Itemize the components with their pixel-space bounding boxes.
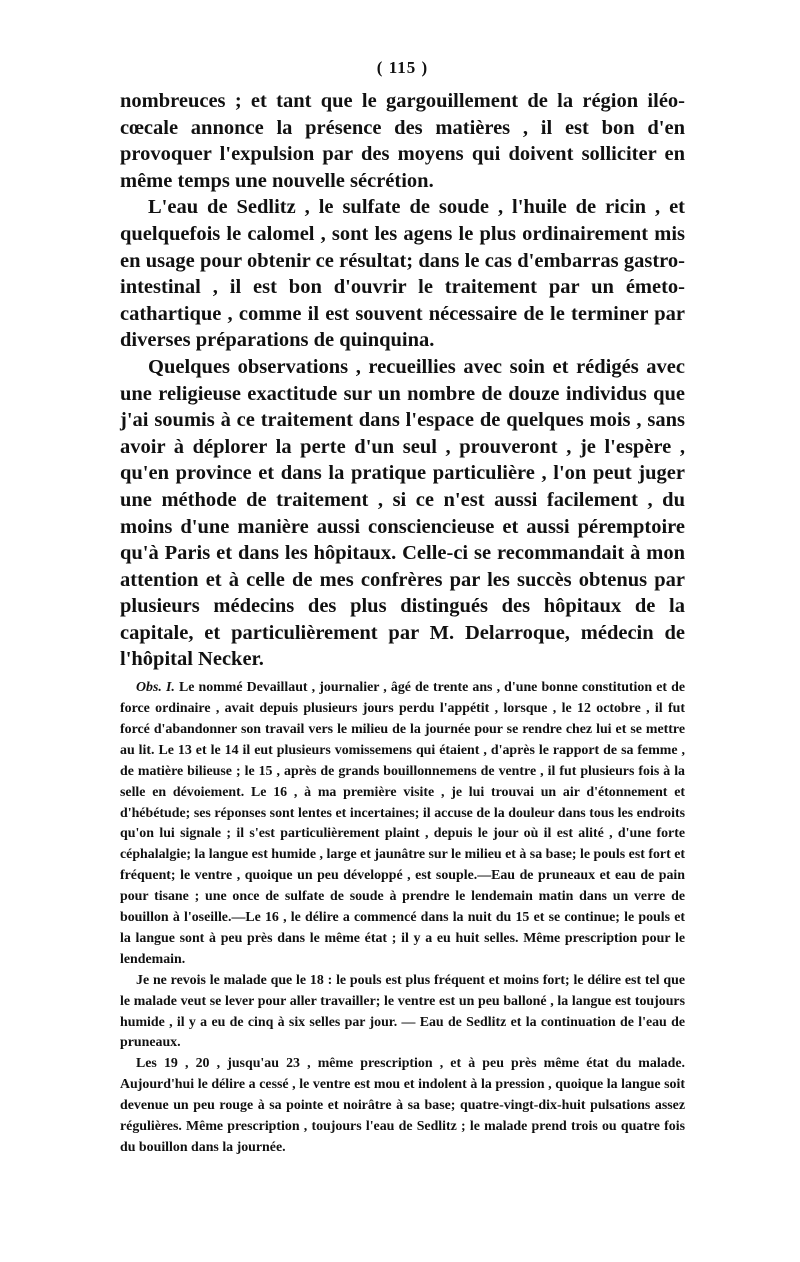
main-text: [120, 88, 685, 673]
page-number: ( 115 ): [376, 58, 429, 77]
observation-label: Obs. I.: [136, 680, 175, 696]
observation-section: [120, 678, 685, 1159]
observation-paragraph-3: Les 19 , 20 , jusqu'au 23 , même prescription , et à peu près même état du malade. Aujourd'hui le délire a cessé , le ventre est mou et indolent à la pression , quoique la langue soit devenue un peu rouge à sa pointe et noirâtre à sa base; quatre-vingt-dix-huit pulsations assez régulières. Même prescription , toujours l'eau de Sedlitz ; le malade prend trois ou quatre fois du bouillon dans la journée.: [120, 1056, 685, 1155]
paragraph-3: Quelques observations , recueillies avec soin et rédigés avec une religieuse exactitude sur un nombre de douze individus que j'ai soumis à ce traitement dans l'espace de quelques mois , sans avoir à déplorer la perte d'un seul , prouveront , je l'espère , qu'en province et dans la pratique particulière , l'on peut juger une méthode de traitement , si ce n'est aussi facilement , du moins d'une manière aussi consciencieuse et aussi péremptoire qu'à Paris et dans les hôpitaux. Celle-ci se recommandait à mon attention et à celle de mes confrères par les succès obtenus par plusieurs médecins des plus distingués des hôpitaux de la capitale, et particulièrement par M. Delarroque, médecin de l'hôpital Necker.: [120, 355, 685, 671]
observation-paragraph-2: Je ne revois le malade que le 18 : le pouls est plus fréquent et moins fort; le délire est tel que le malade veut se lever pour aller travailler; le ventre est un peu balloné , la langue est toujours humide , il y a eu de cinq à six selles par jour. — Eau de Sedlitz et la continuation de l'eau de pruneaux.: [120, 972, 685, 1051]
book-page: [120, 58, 685, 1159]
observation-text-1: Le nommé Devaillaut , journalier , âgé de trente ans , d'une bonne constitution et de force ordinaire , avait depuis plusieurs jours perdu l'appétit , lorsque , le 12 octobre , il fut forcé d'abandonner son travail vers le milieu de la journée pour se rendre chez lui et se mettre au lit. Le 13 et le 14 il eut plusieurs vomissemens qui étaient , d'après le rapport de sa femme , de matière bilieuse ; le 15 , après de grands bouillonnemens de ventre , il fut plusieurs fois à la selle en dévoiement. Le 16 , à ma première visite , je lui trouvai un air d'étonnement et d'hébétude; ses réponses sont lentes et incertaines; il accuse de la douleur dans tous les endroits qu'on lui signale ; il s'est particulièrement plaint , depuis le jour où il est alité , d'une forte céphalalgie; la langue est humide , large et jaunâtre sur le milieu et à sa base; le pouls est fort et fréquent; le ventre , quoique un peu développé , est souple.—Eau de pruneaux et eau de pain pour tisane ; une once de sulfate de soude à prendre le lendemain matin dans un verre de bouillon à l'oseille.—Le 16 , le délire a commencé dans la nuit du 15 et se continue; le pouls et la langue sont à peu près dans le même état ; il y a eu huit selles. Même prescription pour le lendemain.: [120, 680, 685, 967]
paragraph-2: L'eau de Sedlitz , le sulfate de soude , l'huile de ricin , et quelquefois le calomel , sont les agens le plus ordinairement mis en usage pour obtenir ce résultat; dans le cas d'embarras gastro-intestinal , il est bon d'ouvrir le traitement par un émeto-cathartique , comme il est souvent nécessaire de le terminer par diverses préparations de quinquina.: [120, 196, 685, 352]
paragraph-1: nombreuces ; et tant que le gargouillement de la région iléo-cœcale annonce la présence des matières , il est bon d'en provoquer l'expulsion par des moyens qui doivent solliciter en même temps une nouvelle sécrétion.: [120, 90, 685, 192]
observation-paragraph-1: [120, 678, 685, 971]
